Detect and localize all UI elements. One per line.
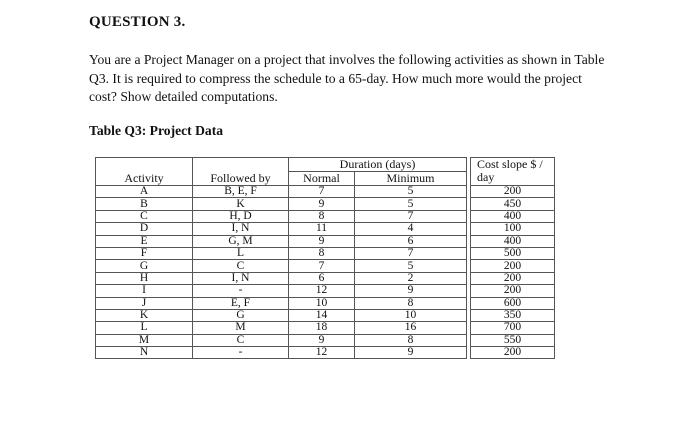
- table-title: Table Q3: Project Data: [89, 123, 224, 138]
- cell-activity: A: [96, 186, 193, 198]
- cell-normal: 8: [289, 247, 355, 259]
- table-row: [96, 297, 555, 309]
- header-minimum: Minimum: [355, 172, 467, 186]
- cell-followed-by: I, N: [193, 223, 289, 235]
- cell-followed-by: E, F: [193, 297, 289, 309]
- cell-activity: F: [96, 247, 193, 259]
- cell-cost-slope: 600: [471, 297, 555, 309]
- cell-followed-by: C: [193, 260, 289, 272]
- table-row: [96, 285, 555, 297]
- cell-minimum: 9: [355, 285, 467, 297]
- cell-cost-slope: 200: [471, 347, 555, 359]
- cell-activity: K: [96, 309, 193, 321]
- question-title: QUESTION 3.: [89, 14, 186, 30]
- cell-normal: 14: [289, 309, 355, 321]
- table-row: [96, 247, 555, 259]
- cell-minimum: 5: [355, 260, 467, 272]
- cell-followed-by: B, E, F: [193, 186, 289, 198]
- cell-cost-slope: 200: [471, 186, 555, 198]
- cell-cost-slope: 350: [471, 309, 555, 321]
- table-row: [96, 322, 555, 334]
- cell-activity: J: [96, 297, 193, 309]
- cell-followed-by: M: [193, 322, 289, 334]
- cell-activity: N: [96, 347, 193, 359]
- cell-minimum: 5: [355, 198, 467, 210]
- table-row: [96, 334, 555, 346]
- cell-cost-slope: 100: [471, 223, 555, 235]
- cell-minimum: 8: [355, 334, 467, 346]
- cell-followed-by: L: [193, 247, 289, 259]
- cell-minimum: 10: [355, 309, 467, 321]
- cell-cost-slope: 400: [471, 210, 555, 222]
- cell-cost-slope: 200: [471, 260, 555, 272]
- cell-minimum: 7: [355, 210, 467, 222]
- cell-followed-by: H, D: [193, 210, 289, 222]
- cell-cost-slope: 200: [471, 272, 555, 284]
- cell-minimum: 2: [355, 272, 467, 284]
- question-text: You are a Project Manager on a project that involves the following activities as shown in Table Q3. It is required to compress the schedule to a 65-day. How much more would the project cost? Show detailed computations.: [89, 52, 605, 104]
- cell-cost-slope: 450: [471, 198, 555, 210]
- cell-normal: 9: [289, 334, 355, 346]
- cell-followed-by: C: [193, 334, 289, 346]
- cell-normal: 8: [289, 210, 355, 222]
- cell-normal: 11: [289, 223, 355, 235]
- cell-normal: 18: [289, 322, 355, 334]
- cell-activity: G: [96, 260, 193, 272]
- cell-followed-by: -: [193, 285, 289, 297]
- cell-followed-by: G, M: [193, 235, 289, 247]
- header-cost-slope: Cost slope $ / day: [471, 158, 555, 186]
- table-row: [96, 223, 555, 235]
- header-normal: Normal: [289, 172, 355, 186]
- project-data-table: [95, 157, 555, 359]
- cell-cost-slope: 500: [471, 247, 555, 259]
- cell-cost-slope: 700: [471, 322, 555, 334]
- cell-activity: L: [96, 322, 193, 334]
- cell-cost-slope: 200: [471, 285, 555, 297]
- cell-normal: 6: [289, 272, 355, 284]
- cell-minimum: 4: [355, 223, 467, 235]
- cell-cost-slope: 550: [471, 334, 555, 346]
- cell-activity: M: [96, 334, 193, 346]
- cell-activity: E: [96, 235, 193, 247]
- header-duration: Duration (days): [289, 158, 467, 172]
- table-row: [96, 235, 555, 247]
- cell-followed-by: -: [193, 347, 289, 359]
- cell-normal: 9: [289, 235, 355, 247]
- header-followed-by: Followed by: [193, 158, 289, 186]
- cell-activity: C: [96, 210, 193, 222]
- cell-minimum: 5: [355, 186, 467, 198]
- cell-activity: I: [96, 285, 193, 297]
- cell-followed-by: K: [193, 198, 289, 210]
- cell-followed-by: G: [193, 309, 289, 321]
- header-activity: Activity: [96, 158, 193, 186]
- cell-minimum: 9: [355, 347, 467, 359]
- table-row: [96, 260, 555, 272]
- cell-normal: 12: [289, 285, 355, 297]
- table-row: [96, 347, 555, 359]
- table-row: [96, 186, 555, 198]
- cell-normal: 7: [289, 186, 355, 198]
- cell-minimum: 8: [355, 297, 467, 309]
- cell-minimum: 7: [355, 247, 467, 259]
- cell-activity: D: [96, 223, 193, 235]
- cell-normal: 12: [289, 347, 355, 359]
- cell-activity: H: [96, 272, 193, 284]
- cell-normal: 7: [289, 260, 355, 272]
- cell-normal: 10: [289, 297, 355, 309]
- table-row: [96, 198, 555, 210]
- cell-activity: B: [96, 198, 193, 210]
- cell-followed-by: I, N: [193, 272, 289, 284]
- cell-minimum: 6: [355, 235, 467, 247]
- cell-cost-slope: 400: [471, 235, 555, 247]
- table-row: [96, 309, 555, 321]
- table-row: [96, 272, 555, 284]
- cell-normal: 9: [289, 198, 355, 210]
- cell-minimum: 16: [355, 322, 467, 334]
- table-row: [96, 210, 555, 222]
